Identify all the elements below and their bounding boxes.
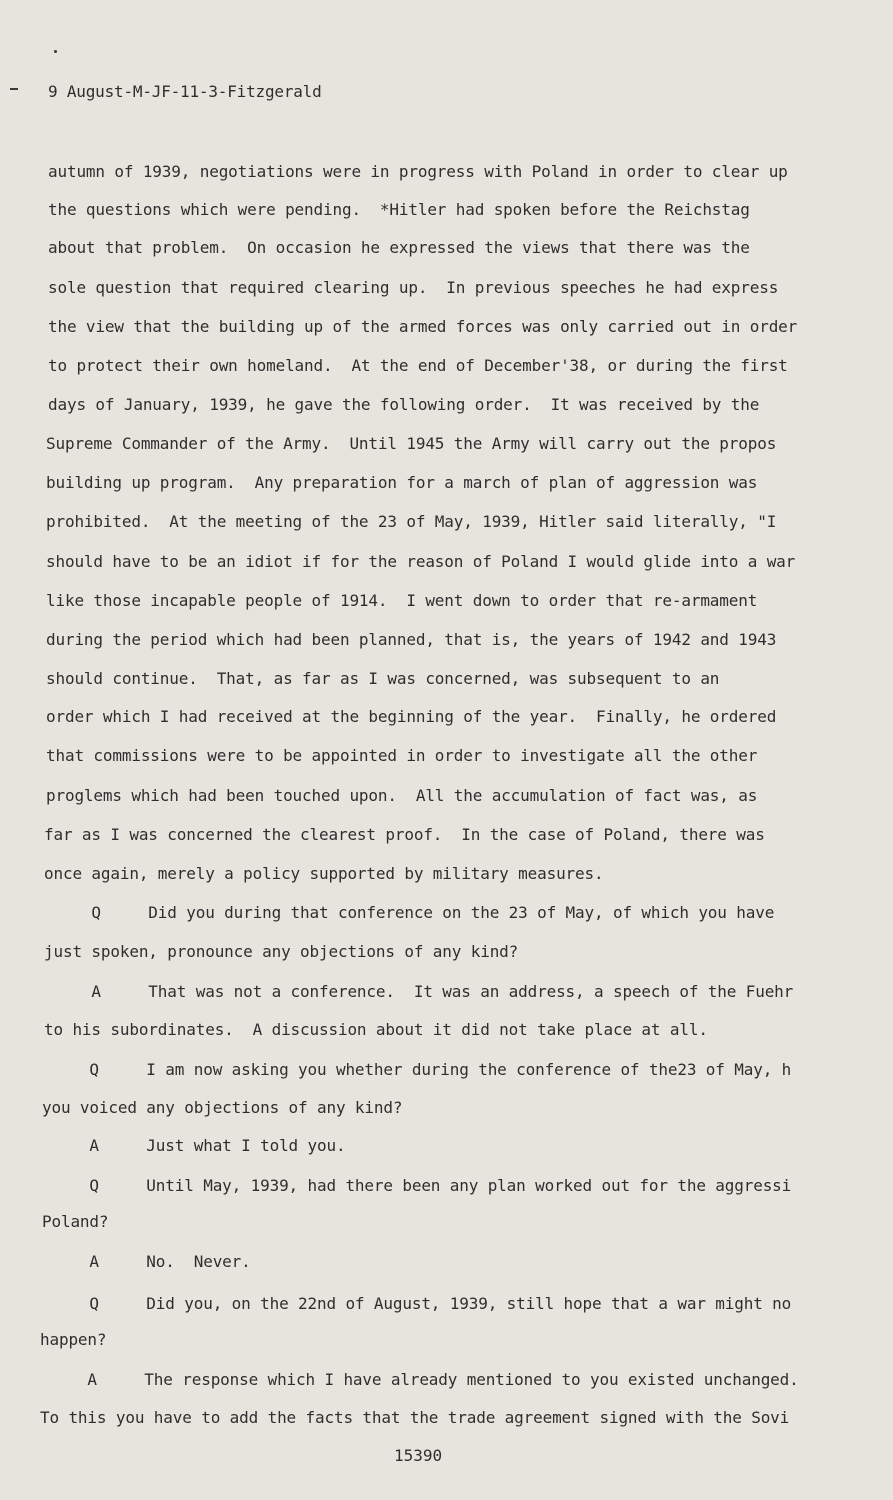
text-line: A That was not a conference. It was an address, a speech of the Fuehr [44,982,794,1001]
text-line: during the period which had been planned, that is, the years of 1942 and 1943 [46,630,777,649]
text-line: far as I was concerned the clearest proof. In the case of Poland, there was [44,825,765,844]
text-line: that commissions were to be appointed in order to investigate all the other [46,746,758,765]
text-line: Q Until May, 1939, had there been any plan worked out for the aggressi [42,1176,792,1195]
page-number: 15390 [394,1446,443,1465]
ink-dot [54,50,57,53]
text-line: proglems which had been touched upon. All the accumulation of fact was, as [46,786,758,805]
page-header: 9 August-M-JF-11-3-Fitzgerald [48,82,322,101]
text-line: about that problem. On occasion he expressed the views that there was the [48,238,750,257]
text-line: just spoken, pronounce any objections of any kind? [44,942,519,961]
text-line: autumn of 1939, negotiations were in progress with Poland in order to clear up [48,162,788,181]
text-line: A Just what I told you. [42,1136,346,1155]
text-line: Poland? [42,1212,109,1231]
text-line: happen? [40,1330,107,1349]
text-line: you voiced any objections of any kind? [42,1098,403,1117]
text-line: to his subordinates. A discussion about it did not take place at all. [44,1020,708,1039]
margin-mark [10,88,18,90]
text-line: Q Did you, on the 22nd of August, 1939, still hope that a war might no [42,1294,792,1313]
text-line: To this you have to add the facts that the trade agreement signed with the Sovi [40,1408,790,1427]
text-line: days of January, 1939, he gave the following order. It was received by the [48,395,760,414]
text-line: order which I had received at the beginning of the year. Finally, he ordered [46,707,777,726]
text-line: A No. Never. [42,1252,251,1271]
text-line: Q I am now asking you whether during the conference of the23 of May, h [42,1060,792,1079]
text-line: like those incapable people of 1914. I went down to order that re-armament [46,591,758,610]
text-line: the questions which were pending. *Hitler had spoken before the Reichstag [48,200,750,219]
text-line: Q Did you during that conference on the 23 of May, of which you have [44,903,775,922]
text-line: to protect their own homeland. At the end of December'38, or during the first [48,356,788,375]
text-line: should continue. That, as far as I was concerned, was subsequent to an [46,669,720,688]
text-line: A The response which I have already mentioned to you existed unchanged. [40,1370,799,1389]
text-line: building up program. Any preparation for a march of plan of aggression was [46,473,758,492]
text-line: sole question that required clearing up. In previous speeches he had express [48,278,779,297]
text-line: prohibited. At the meeting of the 23 of May, 1939, Hitler said literally, "I [46,512,777,531]
text-line: Supreme Commander of the Army. Until 1945 the Army will carry out the propos [46,434,777,453]
text-line: the view that the building up of the armed forces was only carried out in order [48,317,798,336]
text-line: once again, merely a policy supported by military measures. [44,864,604,883]
text-line: should have to be an idiot if for the reason of Poland I would glide into a war [46,552,796,571]
